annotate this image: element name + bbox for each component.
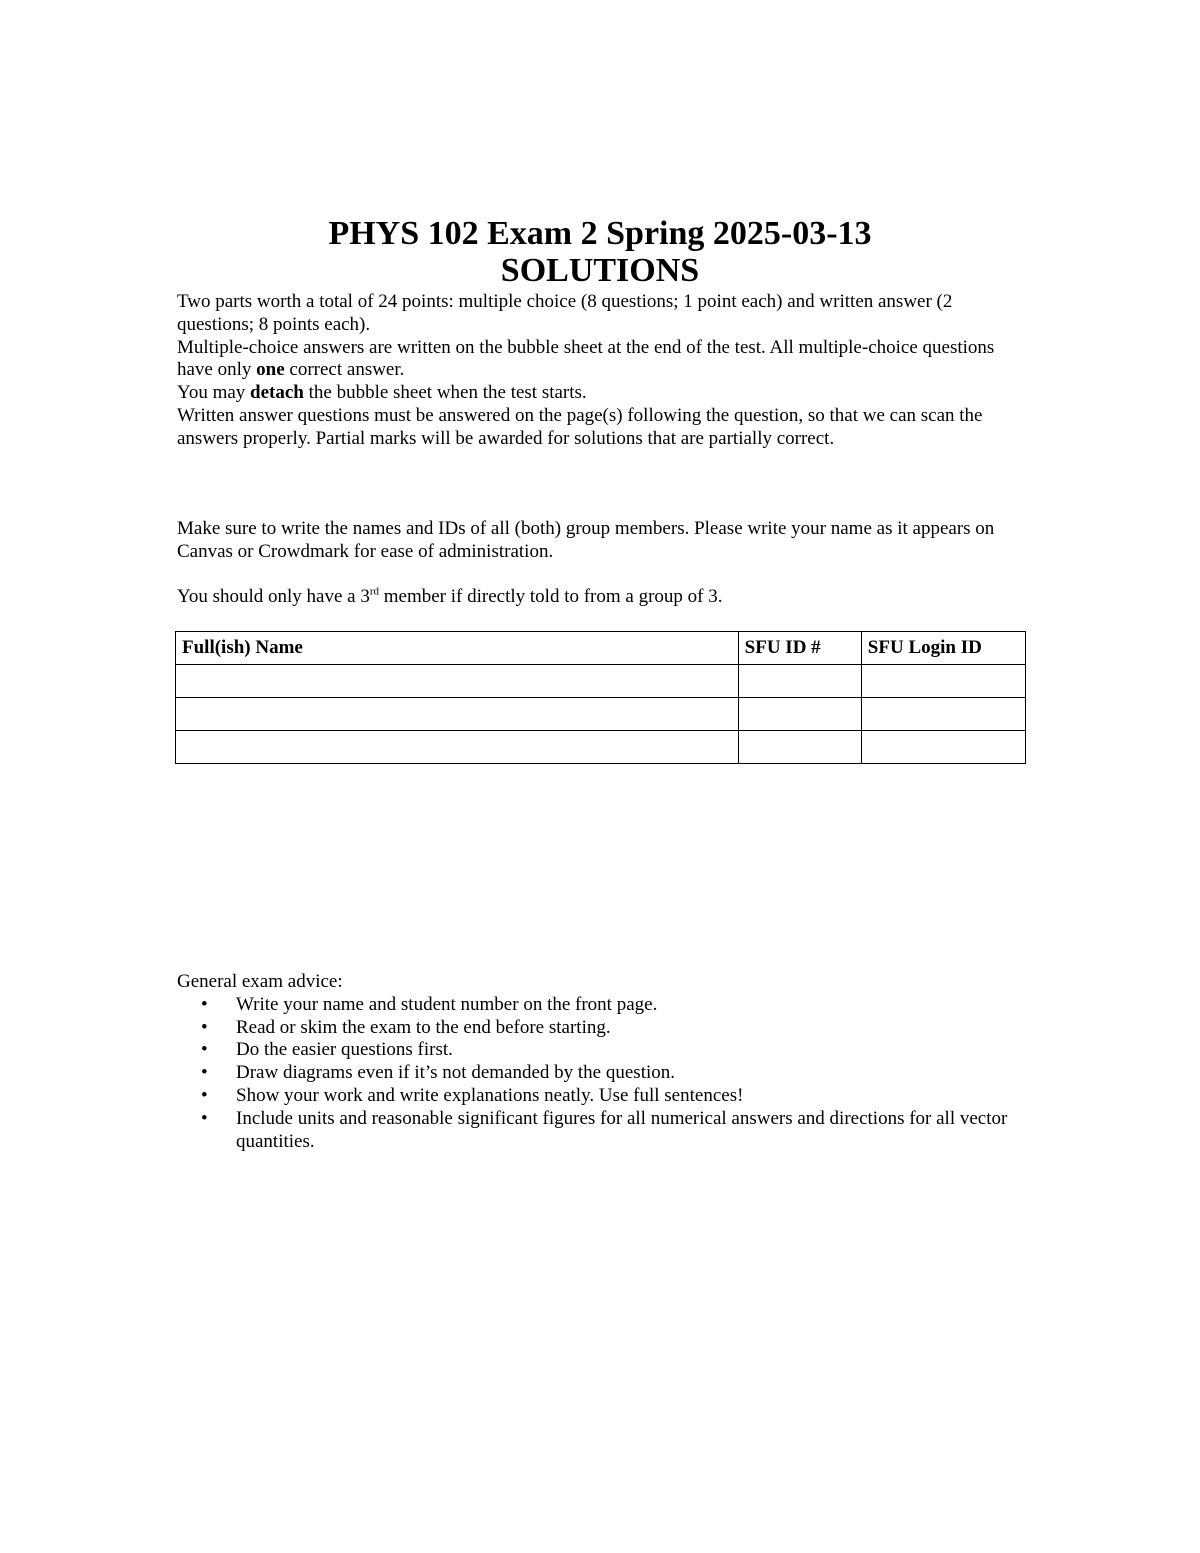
bullet-icon: • [201, 1039, 208, 1061]
table-row [176, 698, 1026, 731]
list-item [177, 1085, 1027, 1108]
exam-subtitle: SOLUTIONS [500, 252, 700, 289]
advice-text: Draw diagrams even if it’s not demanded by the question. [236, 1062, 676, 1084]
instruction-written: Written answer questions must be answered on the page(s) following the question, so that we can scan the answers properly. Partial marks will be awarded for solutions that are partially correct. [177, 404, 983, 449]
bullet-icon: • [201, 1084, 208, 1106]
header-sfu-id: SFU ID # [738, 632, 861, 665]
instruction-mc-text: Multiple-choice answers are written on the bubble sheet at the end of the test. All multiple-choice questions have only [177, 336, 995, 381]
third-member-note [177, 586, 1027, 609]
list-item [177, 1108, 1027, 1154]
instruction-mc-bold: one [256, 359, 285, 381]
sfu-id-cell[interactable] [738, 665, 861, 698]
group-note: Make sure to write the names and IDs of all (both) group members. Please write your name as it appears on Canvas or Crowdmark for ease of administration. [177, 518, 995, 562]
instruction-detach-bold: detach [250, 382, 304, 404]
instruction-detach-end: the bubble sheet when the test starts. [303, 382, 587, 404]
sfu-id-cell[interactable] [738, 698, 861, 731]
advice-text: Include units and reasonable significant figures for all numerical answers and directions for all vector quantities. [236, 1107, 1008, 1152]
list-item [177, 1039, 1027, 1062]
advice-text: Read or skim the exam to the end before starting. [236, 1016, 611, 1038]
third-member-end: member if directly told to from a group of 3. [379, 586, 723, 607]
login-id-cell[interactable] [861, 665, 1025, 698]
login-id-cell[interactable] [861, 731, 1025, 764]
list-item [177, 1062, 1027, 1085]
exam-advice [177, 971, 1027, 1153]
third-member-superscript: rd [369, 585, 379, 598]
instruction-detach [177, 382, 1027, 405]
bullet-icon: • [201, 993, 208, 1015]
instruction-multiple-choice [177, 337, 1027, 383]
sfu-id-cell[interactable] [738, 731, 861, 764]
advice-text: Write your name and student number on the front page. [236, 993, 658, 1015]
list-item [177, 1017, 1027, 1040]
exam-title: PHYS 102 Exam 2 Spring 2025-03-13 [328, 215, 872, 252]
table-row [176, 731, 1026, 764]
instruction-mc-end: correct answer. [284, 359, 405, 381]
table-row [176, 665, 1026, 698]
header-login-id: SFU Login ID [861, 632, 1025, 665]
exam-instructions [177, 291, 1027, 451]
bullet-icon: • [201, 1016, 208, 1038]
header-name: Full(ish) Name [176, 632, 739, 665]
advice-heading: General exam advice: [177, 971, 343, 992]
list-item [177, 994, 1027, 1017]
third-member-start: You should only have a 3 [177, 586, 370, 607]
table-header-row [176, 632, 1026, 665]
bullet-icon: • [201, 1107, 208, 1129]
student-id-table [175, 631, 1026, 764]
login-id-cell[interactable] [861, 698, 1025, 731]
name-cell[interactable] [176, 665, 739, 698]
name-cell[interactable] [176, 698, 739, 731]
bullet-icon: • [201, 1062, 208, 1084]
advice-text: Show your work and write explanations neatly. Use full sentences! [236, 1084, 744, 1106]
name-cell[interactable] [176, 731, 739, 764]
advice-text: Do the easier questions first. [236, 1039, 453, 1061]
advice-list [177, 994, 1027, 1154]
instruction-points: Two parts worth a total of 24 points: multiple choice (8 questions; 1 point each) and written answer (2 questions; 8 points each). [177, 291, 953, 335]
instruction-detach-start: You may [177, 382, 251, 404]
